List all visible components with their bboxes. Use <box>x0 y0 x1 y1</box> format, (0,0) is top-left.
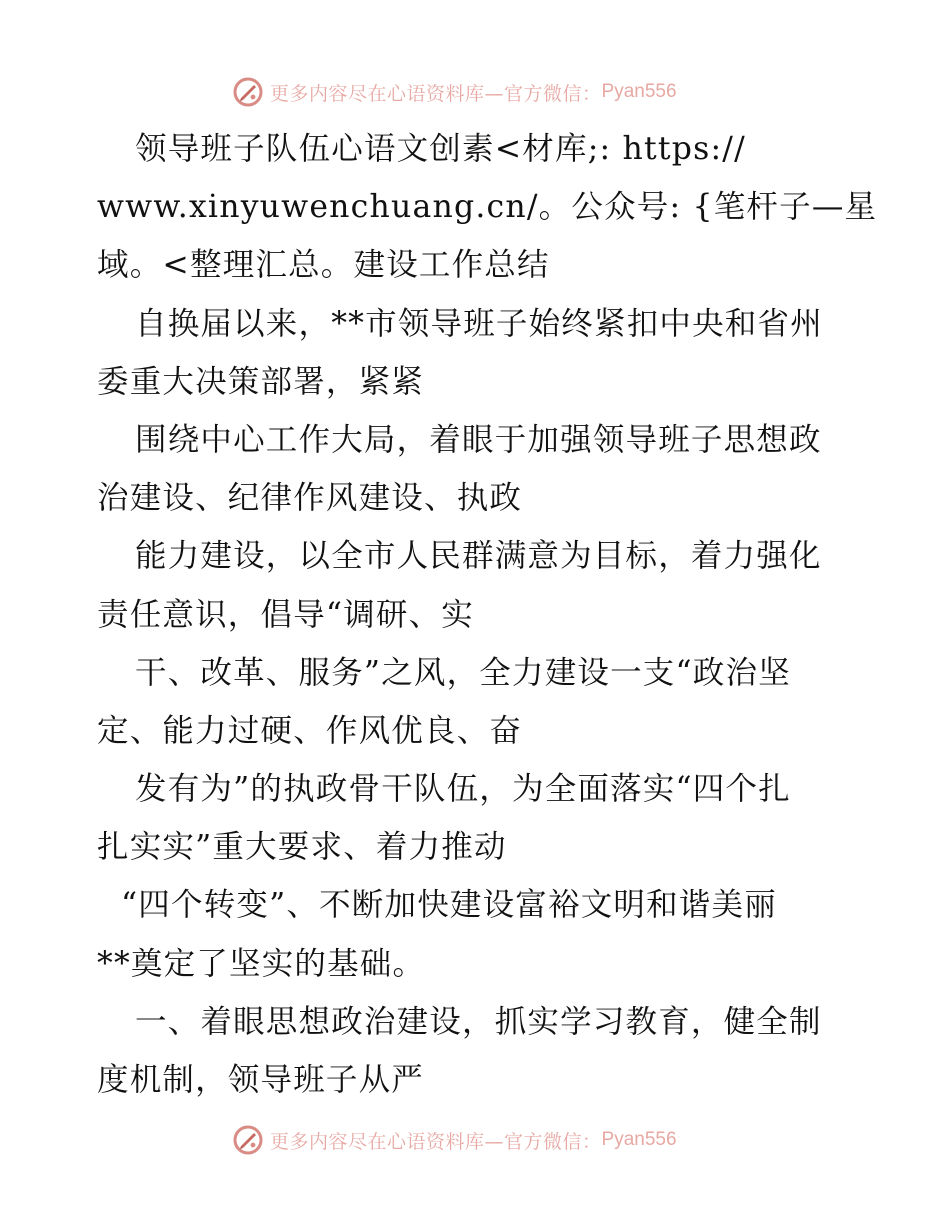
red-circle-pen-logo <box>232 1124 264 1156</box>
text-line: 自换届以来，**市领导班子始终紧扣中央和省州 <box>135 305 823 342</box>
watermark-site-text: 更多内容尽在心语资料库—官方微信： <box>270 1130 602 1153</box>
text-line: “四个转变”、不断加快建设富裕文明和谐美丽 <box>121 887 777 924</box>
watermark-banner-bottom <box>232 1120 712 1160</box>
text-line: 定、能力过硬、作风优良、奋 <box>97 712 523 749</box>
text-line: 扎实实”重大要求、着力推动 <box>97 829 507 866</box>
text-line: 度机制，领导班子从严 <box>97 1062 425 1098</box>
text-line: 治建设、纪律作风建设、执政 <box>97 480 523 517</box>
text-line: 责任意识，倡导“调研、实 <box>97 596 475 633</box>
text-line: 领导班子队伍心语文创素<材库;: https:// <box>135 131 746 167</box>
text-line: 干、改革、服务”之风，全力建设一支“政治坚 <box>135 654 791 691</box>
watermark-handle: Pyan556 <box>601 81 677 102</box>
watermark-handle: Pyan556 <box>601 1129 677 1150</box>
text-line: www.xinyuwenchuang.cn/。公众号: {笔杆子—星 <box>97 189 878 226</box>
text-line: 能力建设，以全市人民群满意为目标，着力强化 <box>135 538 822 575</box>
red-circle-pen-logo <box>232 76 264 108</box>
text-line: 委重大决策部署，紧紧 <box>97 363 425 400</box>
text-line: 围绕中心工作大局，着眼于加强领导班子思想政 <box>135 421 822 458</box>
watermark-banner-top <box>232 72 712 112</box>
watermark-site-text: 更多内容尽在心语资料库—官方微信： <box>270 82 602 105</box>
text-line: 一、着眼思想政治建设，抓实学习教育，健全制 <box>135 1003 822 1040</box>
document-body <box>97 120 878 1109</box>
text-line: 发有为”的执政骨干队伍，为全面落实“四个扎 <box>135 771 791 808</box>
text-line: **奠定了坚实的基础。 <box>97 945 426 982</box>
text-line: 域。<整理汇总。建设工作总结 <box>97 247 550 284</box>
